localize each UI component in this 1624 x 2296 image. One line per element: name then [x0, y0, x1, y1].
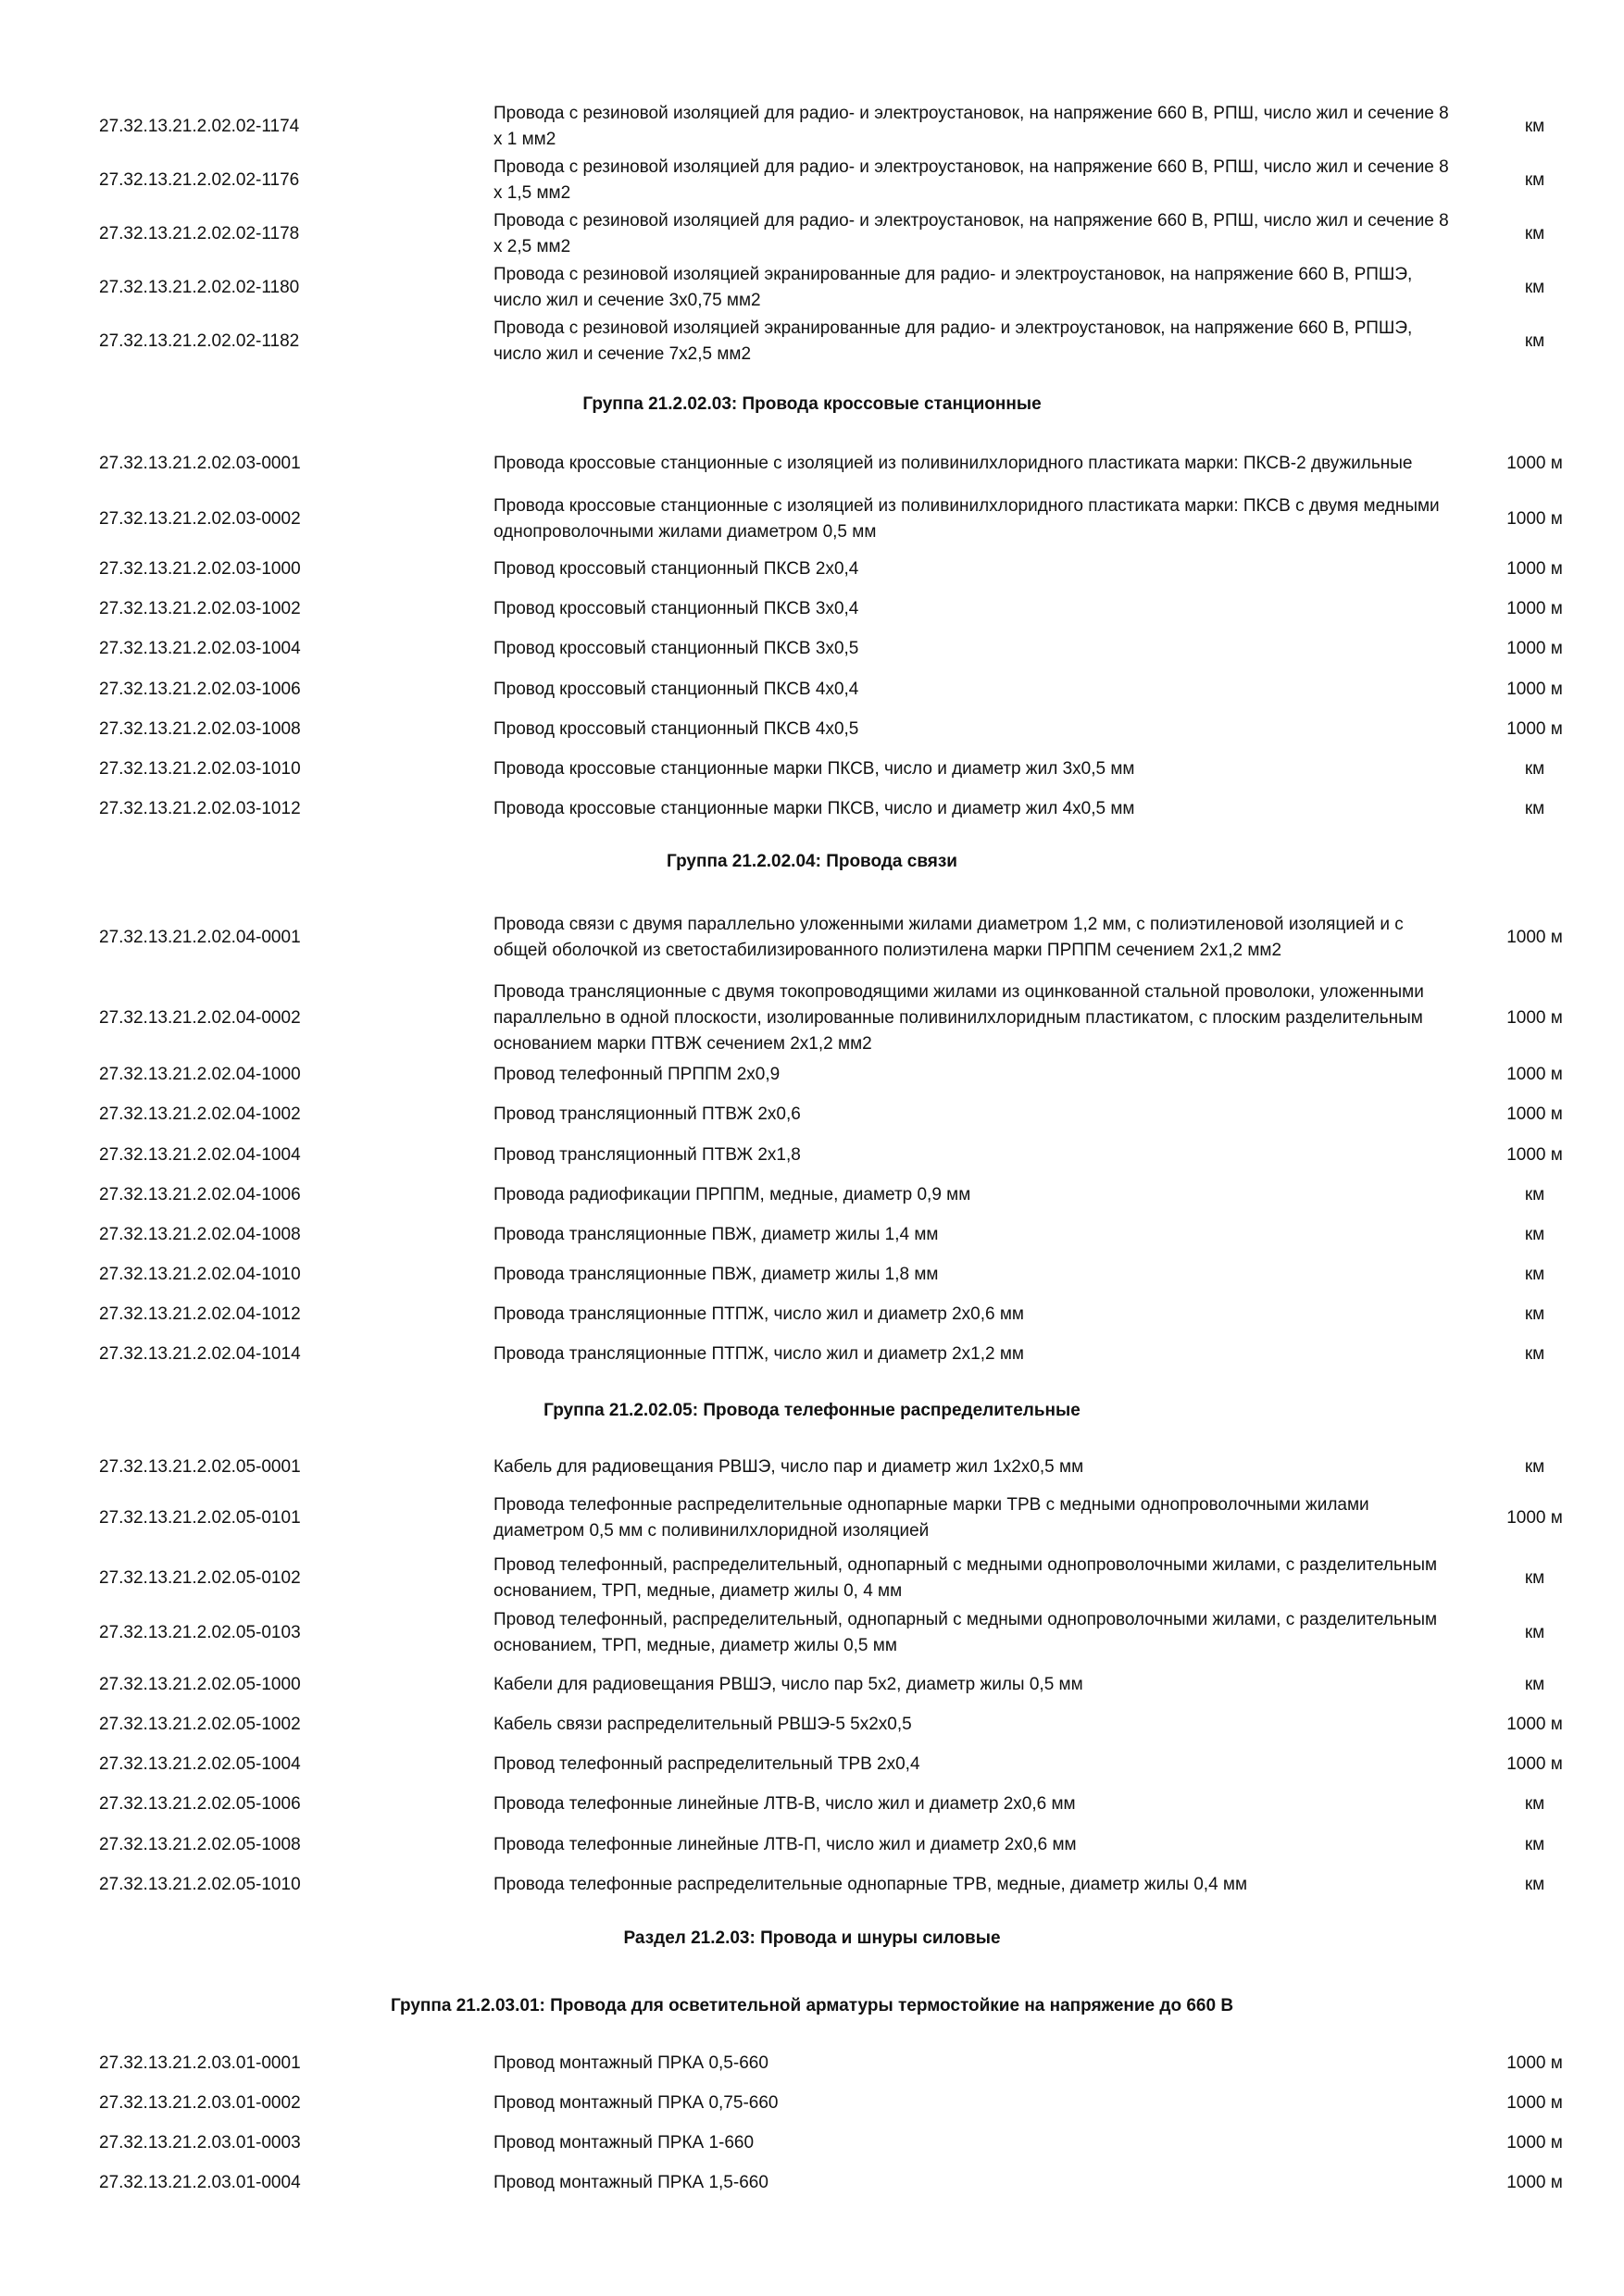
item-description: Провод кроссовый станционный ПКСВ 2х0,4	[493, 559, 859, 579]
item-code: 27.32.13.21.2.02.05-1002	[99, 1715, 301, 1734]
item-code: 27.32.13.21.2.02.03-1004	[99, 639, 301, 658]
item-description: Провод кроссовый станционный ПКСВ 3х0,4	[493, 599, 859, 618]
item-code: 27.32.13.21.2.03.01-0002	[99, 2093, 301, 2113]
item-code: 27.32.13.21.2.02.05-0101	[99, 1508, 301, 1528]
item-description: Провод трансляционный ПТВЖ 2х1,8	[493, 1145, 801, 1165]
item-description: Кабели для радиовещания РВШЭ, число пар 5х2, диаметр жилы 0,5 мм	[493, 1675, 1083, 1694]
item-description: Провод кроссовый станционный ПКСВ 4х0,4	[493, 680, 859, 699]
item-code: 27.32.13.21.2.02.03-1008	[99, 719, 301, 739]
item-description: Провода с резиновой изоляцией для радио- и электроустановок, на напряжение 660 В, РПШ, число жил и сечение 8 х 2,5 мм2	[493, 211, 1449, 256]
item-description: Провод телефонный ПРППМ 2х0,9	[493, 1065, 781, 1084]
item-code: 27.32.13.21.2.02.03-1002	[99, 599, 301, 618]
item-description: Провод монтажный ПРКА 0,75-660	[493, 2093, 779, 2113]
item-unit: 1000 м	[1506, 1008, 1563, 1028]
item-description: Провод кроссовый станционный ПКСВ 4х0,5	[493, 719, 859, 739]
item-code: 27.32.13.21.2.02.03-1010	[99, 759, 301, 779]
item-unit: 1000 м	[1506, 2133, 1563, 2152]
item-unit: км	[1524, 1794, 1545, 1814]
item-code: 27.32.13.21.2.02.05-1006	[99, 1794, 301, 1814]
item-description: Провод телефонный, распределительный, однопарный с медными однопроволочными жилами, с разделительным основанием, ТРП, медные, диаметр жилы 0,5 мм	[493, 1610, 1438, 1655]
item-description: Провода телефонные распределительные однопарные ТРВ, медные, диаметр жилы 0,4 мм	[493, 1875, 1248, 1894]
item-description: Провод кроссовый станционный ПКСВ 3х0,5	[493, 639, 859, 658]
item-code: 27.32.13.21.2.02.05-0103	[99, 1623, 301, 1642]
item-unit: 1000 м	[1506, 639, 1563, 658]
item-unit: км	[1524, 117, 1545, 136]
item-unit: 1000 м	[1506, 928, 1563, 947]
item-description: Провода трансляционные ПТПЖ, число жил и диаметр 2х1,2 мм	[493, 1344, 1024, 1364]
item-code: 27.32.13.21.2.02.04-1008	[99, 1225, 301, 1244]
item-description: Провода с резиновой изоляцией для радио- и электроустановок, на напряжение 660 В, РПШ, число жил и сечение 8 х 1 мм2	[493, 104, 1449, 149]
item-code: 27.32.13.21.2.02.05-1010	[99, 1875, 301, 1894]
item-unit: 1000 м	[1506, 599, 1563, 618]
item-description: Провода телефонные линейные ЛТВ-П, число жил и диаметр 2х0,6 мм	[493, 1835, 1077, 1854]
item-unit: 1000 м	[1506, 1104, 1563, 1124]
item-description: Провод телефонный распределительный ТРВ 2х0,4	[493, 1754, 920, 1774]
item-description: Провода трансляционные ПТПЖ, число жил и диаметр 2х0,6 мм	[493, 1304, 1024, 1324]
item-unit: 1000 м	[1506, 1754, 1563, 1774]
item-description: Провод монтажный ПРКА 0,5-660	[493, 2053, 768, 2073]
group-heading: Группа 21.2.02.05: Провода телефонные распределительные	[543, 1401, 1081, 1420]
item-code: 27.32.13.21.2.02.04-1002	[99, 1104, 301, 1124]
item-code: 27.32.13.21.2.02.03-0001	[99, 454, 301, 473]
item-unit: км	[1524, 1875, 1545, 1894]
item-code: 27.32.13.21.2.02.03-1006	[99, 680, 301, 699]
item-code: 27.32.13.21.2.02.04-0002	[99, 1008, 301, 1028]
item-code: 27.32.13.21.2.02.03-1012	[99, 799, 301, 818]
item-unit: км	[1524, 1225, 1545, 1244]
item-code: 27.32.13.21.2.02.04-1006	[99, 1185, 301, 1204]
item-description: Провода телефонные линейные ЛТВ-В, число жил и диаметр 2х0,6 мм	[493, 1794, 1076, 1814]
item-unit: км	[1524, 331, 1545, 351]
item-unit: км	[1524, 1457, 1545, 1477]
item-description: Провода с резиновой изоляцией экранированные для радио- и электроустановок, на напряжение 660 В, РПШЭ, число жил и сечение 7х2,5 мм2	[493, 318, 1413, 364]
item-description: Провода кроссовые станционные с изоляцией из поливинилхлоридного пластиката марки: ПКСВ с двумя медными однопроволочными жилами диаметром 0,5 мм	[493, 496, 1440, 542]
item-description: Провода с резиновой изоляцией для радио- и электроустановок, на напряжение 660 В, РПШ, число жил и сечение 8 х 1,5 мм2	[493, 157, 1449, 203]
item-description: Провод монтажный ПРКА 1,5-660	[493, 2173, 768, 2192]
item-description: Провод трансляционный ПТВЖ 2х0,6	[493, 1104, 801, 1124]
item-unit: 1000 м	[1506, 1508, 1563, 1528]
item-code: 27.32.13.21.2.02.05-0001	[99, 1457, 301, 1477]
item-code: 27.32.13.21.2.02.05-1000	[99, 1675, 301, 1694]
item-code: 27.32.13.21.2.02.04-0001	[99, 928, 301, 947]
item-unit: км	[1524, 1835, 1545, 1854]
item-code: 27.32.13.21.2.03.01-0004	[99, 2173, 301, 2192]
item-unit: 1000 м	[1506, 719, 1563, 739]
item-unit: км	[1524, 1304, 1545, 1324]
item-unit: 1000 м	[1506, 559, 1563, 579]
item-description: Провода кроссовые станционные марки ПКСВ, число и диаметр жил 3х0,5 мм	[493, 759, 1135, 779]
item-unit: 1000 м	[1506, 1065, 1563, 1084]
group-heading: Группа 21.2.02.03: Провода кроссовые станционные	[582, 394, 1042, 414]
item-description: Провода трансляционные с двумя токопроводящими жилами из оцинкованной стальной проволоки, уложенными параллельно в одной плоскости, изолированные поливинилхлоридным пластикатом, с плоским разделительным основанием марки ПТВЖ сечением 2х1,2 мм2	[493, 982, 1424, 1054]
item-code: 27.32.13.21.2.02.03-0002	[99, 509, 301, 529]
item-description: Провода радиофикации ПРППМ, медные, диаметр 0,9 мм	[493, 1185, 971, 1204]
item-unit: км	[1524, 1265, 1545, 1284]
item-unit: км	[1524, 278, 1545, 297]
item-code: 27.32.13.21.2.02.05-1004	[99, 1754, 301, 1774]
item-unit: 1000 м	[1506, 1715, 1563, 1734]
item-code: 27.32.13.21.2.02.02-1180	[99, 278, 300, 297]
item-description: Провод телефонный, распределительный, однопарный с медными однопроволочными жилами, с разделительным основанием, ТРП, медные, диаметр жилы 0, 4 мм	[493, 1555, 1438, 1601]
item-unit: км	[1524, 1185, 1545, 1204]
item-unit: 1000 м	[1506, 2053, 1563, 2073]
item-unit: 1000 м	[1506, 454, 1563, 473]
item-description: Провода телефонные распределительные однопарные марки ТРВ с медными однопроволочными жилами диаметром 0,5 мм с поливинилхлоридной изоляцией	[493, 1495, 1369, 1541]
item-code: 27.32.13.21.2.02.03-1000	[99, 559, 301, 579]
item-code: 27.32.13.21.2.02.02-1174	[99, 117, 300, 136]
item-unit: км	[1524, 799, 1545, 818]
item-code: 27.32.13.21.2.02.04-1004	[99, 1145, 301, 1165]
item-description: Кабель для радиовещания РВШЭ, число пар и диаметр жил 1х2х0,5 мм	[493, 1457, 1084, 1477]
item-code: 27.32.13.21.2.02.02-1176	[99, 170, 300, 190]
item-code: 27.32.13.21.2.02.04-1012	[99, 1304, 301, 1324]
item-description: Провод монтажный ПРКА 1-660	[493, 2133, 755, 2152]
item-description: Провода связи с двумя параллельно уложенными жилами диаметром 1,2 мм, с полиэтиленовой изоляцией и с общей оболочкой из светостабилизированного полиэтилена марки ПРППМ сечением 2х1,2 мм2	[493, 915, 1404, 960]
group-heading: Группа 21.2.02.04: Провода связи	[667, 852, 957, 871]
item-code: 27.32.13.21.2.02.02-1182	[99, 331, 300, 351]
item-unit: км	[1524, 759, 1545, 779]
item-code: 27.32.13.21.2.02.04-1000	[99, 1065, 301, 1084]
item-unit: 1000 м	[1506, 509, 1563, 529]
item-code: 27.32.13.21.2.02.02-1178	[99, 224, 300, 243]
item-unit: км	[1524, 1344, 1545, 1364]
item-unit: км	[1524, 1568, 1545, 1588]
item-unit: км	[1524, 1675, 1545, 1694]
item-code: 27.32.13.21.2.02.05-1008	[99, 1835, 301, 1854]
item-code: 27.32.13.21.2.03.01-0001	[99, 2053, 301, 2073]
item-description: Провода трансляционные ПВЖ, диаметр жилы 1,4 мм	[493, 1225, 939, 1244]
group-heading: Группа 21.2.03.01: Провода для осветительной арматуры термостойкие на напряжение до 660 В	[390, 1996, 1234, 2015]
item-code: 27.32.13.21.2.03.01-0003	[99, 2133, 301, 2152]
item-description: Провода трансляционные ПВЖ, диаметр жилы 1,8 мм	[493, 1265, 939, 1284]
item-description: Провода кроссовые станционные с изоляцией из поливинилхлоридного пластиката марки: ПКСВ-2 двужильные	[493, 454, 1413, 473]
item-description: Кабель связи распределительный РВШЭ-5 5х2х0,5	[493, 1715, 912, 1734]
item-description: Провода с резиновой изоляцией экранированные для радио- и электроустановок, на напряжение 660 В, РПШЭ, число жил и сечение 3х0,75 мм2	[493, 265, 1413, 310]
item-code: 27.32.13.21.2.02.04-1010	[99, 1265, 301, 1284]
item-code: 27.32.13.21.2.02.04-1014	[99, 1344, 301, 1364]
item-unit: км	[1524, 170, 1545, 190]
item-unit: 1000 м	[1506, 680, 1563, 699]
item-unit: 1000 м	[1506, 1145, 1563, 1165]
item-code: 27.32.13.21.2.02.05-0102	[99, 1568, 301, 1588]
item-unit: 1000 м	[1506, 2093, 1563, 2113]
item-description: Провода кроссовые станционные марки ПКСВ, число и диаметр жил 4х0,5 мм	[493, 799, 1135, 818]
item-unit: 1000 м	[1506, 2173, 1563, 2192]
item-unit: км	[1524, 224, 1545, 243]
group-heading: Раздел 21.2.03: Провода и шнуры силовые	[623, 1928, 1001, 1948]
item-unit: км	[1524, 1623, 1545, 1642]
